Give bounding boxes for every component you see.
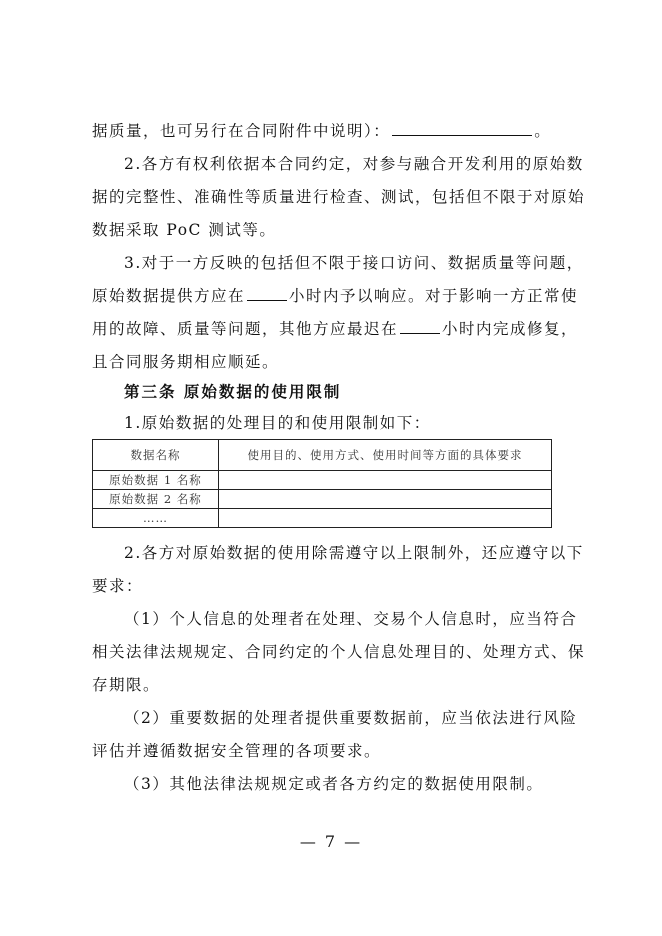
clause-3-line-4: 且合同服务期相应顺延。: [92, 353, 280, 371]
clause-2-line-3: 数据采取 PoC 测试等。: [92, 221, 277, 239]
table-cell-requirements: [219, 490, 552, 509]
clause-3-line-2-after: 小时内予以响应。对于影响一方正常使: [289, 287, 579, 305]
clause-3-line-3-after: 小时内完成修复，: [442, 320, 579, 338]
table-cell-name: 原始数据 1 名称: [93, 471, 219, 490]
item-1-line-3: 存期限。: [92, 676, 161, 694]
table-cell-requirements: [219, 471, 552, 490]
table-header-requirements: 使用目的、使用方式、使用时间等方面的具体要求: [219, 440, 552, 471]
table-row: [93, 509, 552, 528]
table-row: [93, 471, 552, 490]
item-1-line-2: 相关法律法规规定、合同约定的个人信息处理目的、处理方式、保: [92, 643, 586, 661]
clause-2b-line-1: 2.各方对原始数据的使用除需遵守以上限制外，还应遵守以下: [124, 544, 584, 562]
item-2-line-1: （2）重要数据的处理者提供重要数据前，应当依法进行风险: [124, 709, 578, 727]
clause-3-line-1: 3.对于一方反映的包括但不限于接口访问、数据质量等问题，: [124, 254, 584, 272]
clause-2-line-1: 2.各方有权利依据本合同约定，对参与融合开发利用的原始数: [124, 155, 584, 173]
text-line-1-before: 据质量，也可另行在合同附件中说明）：: [92, 122, 391, 140]
table-cell-name: 原始数据 2 名称: [93, 490, 219, 509]
fill-in-blank-response-hours: [247, 286, 287, 301]
item-1-line-1: （1）个人信息的处理者在处理、交易个人信息时，应当符合: [124, 610, 578, 628]
text-line-1: [92, 121, 572, 141]
clause-3-line-2-before: 原始数据提供方应在: [92, 287, 246, 305]
table-header-row: [93, 440, 552, 471]
usage-restriction-table: [92, 439, 552, 528]
clause-3-line-3-before: 用的故障、质量等问题，其他方应最迟在: [92, 320, 399, 338]
clause-3-line-3: [92, 319, 579, 339]
table-cell-name: ……: [93, 509, 219, 528]
fill-in-blank-repair-hours: [400, 319, 440, 334]
section-heading: 第三条 原始数据的使用限制: [124, 383, 342, 401]
table-header-data-name: 数据名称: [93, 440, 219, 471]
table-cell-requirements: [219, 509, 552, 528]
clause-2-line-2: 据的完整性、准确性等质量进行检查、测试，包括但不限于对原始: [92, 188, 586, 206]
table-row: [93, 490, 552, 509]
fill-in-blank-quality: [392, 121, 532, 136]
item-3-line-1: （3）其他法律法规规定或者各方约定的数据使用限制。: [124, 775, 544, 793]
item-2-line-2: 评估并遵循数据安全管理的各项要求。: [92, 742, 382, 760]
clause-3-line-2: [92, 286, 579, 306]
clause-1-intro: 1.原始数据的处理目的和使用限制如下：: [124, 414, 431, 432]
text-line-1-after: 。: [534, 122, 552, 140]
clause-2b-line-2: 要求：: [92, 577, 144, 595]
page-number: — 7 —: [299, 832, 363, 851]
